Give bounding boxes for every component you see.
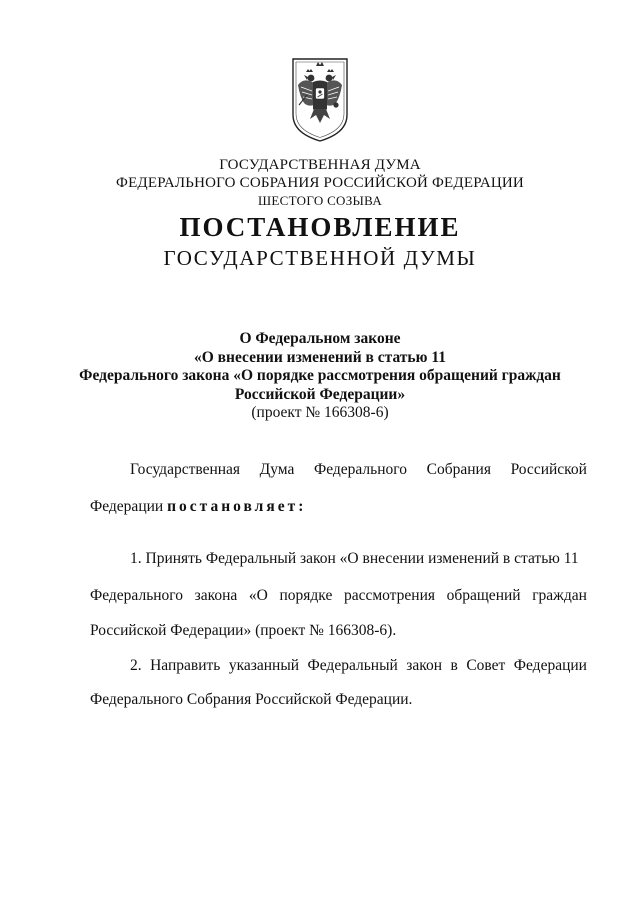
clause-1-word: обращений	[446, 587, 521, 604]
clause-1-word: «О	[248, 587, 268, 604]
clause-1-word: граждан	[532, 587, 587, 604]
preamble-word: Федерального	[313, 461, 408, 478]
clause-2-word: закон	[406, 657, 443, 674]
header-line-convocation: ШЕСТОГО СОЗЫВА	[257, 193, 383, 208]
preamble-line-1	[130, 461, 587, 479]
clause-1-word: Федерального	[90, 587, 184, 604]
document-subject	[0, 330, 640, 423]
clause-1-line-2	[90, 587, 587, 605]
clause-2-word: Федеральный	[307, 657, 398, 674]
subject-line-4: Российской Федерации»	[234, 385, 406, 403]
clause-2-word: Совет	[466, 657, 506, 674]
clause-1-word: закона	[194, 587, 238, 604]
preamble-word: Российской	[510, 461, 587, 478]
clause-2-word: 2.	[130, 657, 142, 674]
subject-line-3: Федерального закона «О порядке рассмотрения обращений граждан	[79, 367, 561, 384]
subject-line-1: О Федеральном законе	[239, 330, 401, 347]
clause-2-word: указанный	[228, 657, 300, 674]
russian-coat-of-arms-icon	[290, 57, 350, 143]
preamble-line-2	[90, 498, 587, 516]
clause-2-word: Федерации	[513, 657, 587, 674]
clause-1-word: рассмотрения	[343, 587, 435, 604]
preamble-word: Собрания	[426, 461, 491, 478]
header-line-federal-assembly: ФЕДЕРАЛЬНОГО СОБРАНИЯ РОССИЙСКОЙ ФЕДЕРАЦИИ	[116, 174, 524, 191]
subject-line-2: «О внесении изменений в статью 11	[194, 348, 446, 366]
document-issuer-title: ГОСУДАРСТВЕННОЙ ДУМЫ	[163, 246, 477, 270]
clause-2-word: Направить	[150, 657, 221, 674]
preamble-word: Дума	[259, 461, 295, 478]
clause-2-word: в	[450, 657, 458, 674]
document-type-title: ПОСТАНОВЛЕНИЕ	[179, 212, 461, 242]
clause-1-line-3: Российской Федерации» (проект № 166308-6).	[90, 622, 397, 639]
preamble-federation: Федерации	[90, 498, 168, 515]
clause-2-line-1	[130, 657, 587, 675]
resolves-keyword: постановляет:	[167, 498, 307, 515]
header-line-state-duma: ГОСУДАРСТВЕННАЯ ДУМА	[219, 157, 421, 173]
clause-1-line-1: 1. Принять Федеральный закон «О внесении изменений в статью 11	[130, 550, 579, 567]
clause-1-word: порядке	[279, 587, 333, 604]
issuer-header	[0, 157, 640, 210]
subject-draft-number: (проект № 166308-6)	[251, 404, 389, 421]
clause-2-line-2: Федерального Собрания Российской Федерации.	[90, 691, 413, 708]
preamble-word: Государственная	[130, 461, 241, 478]
